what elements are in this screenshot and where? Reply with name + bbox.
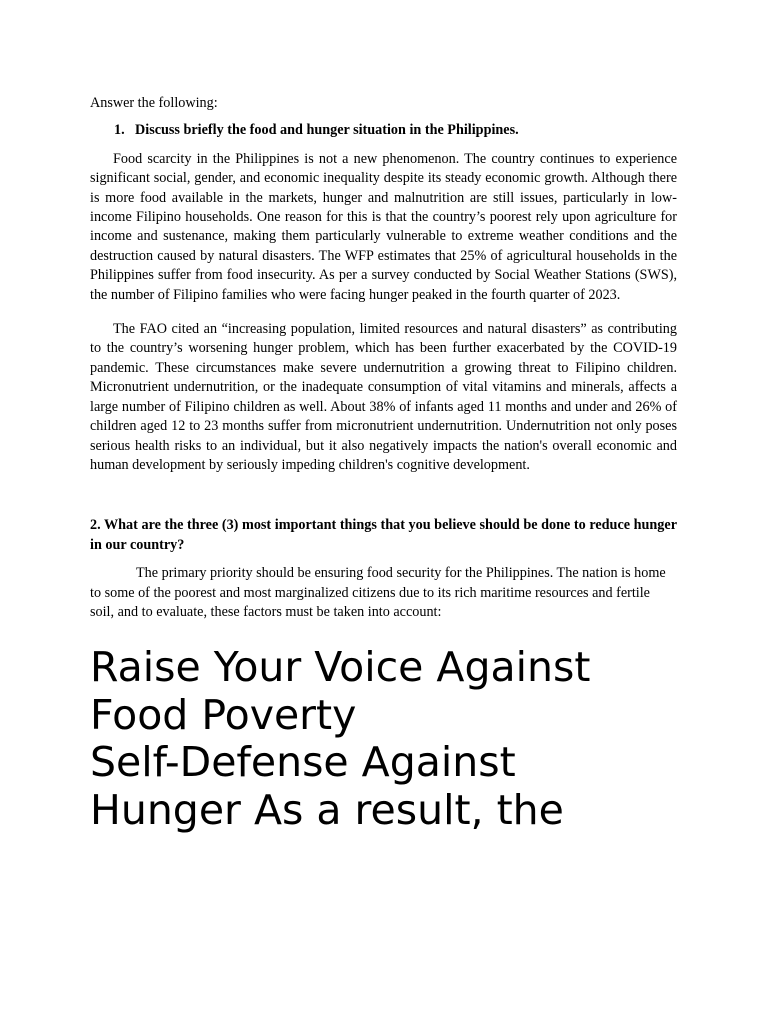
answer-1-paragraph-2: The FAO cited an “increasing population, limited resources and natural disasters” as contributing to the country’s worsening hunger problem, which has been further exacerbated by the COVID-19 pandemic. These circumstances make severe undernutrition a growing threat to Filipino children. Micronutrient undernutrition, or the inadequate consumption of vital vitamins and minerals, affects a large number of Filipino children as well. About 38% of infants aged 11 months and under and 26% of children aged 12 to 23 months suffer from micronutrient undernutrition. Undernutrition not only poses serious health risks to an individual, but it also negatively impacts the nation's overall economic and human development by seriously impeding children's cognitive development. <box>90 321 677 473</box>
answer-2-paragraph-1: The primary priority should be ensuring food security for the Philippines. The nation is home to some of the poorest and most marginalized citizens due to its rich maritime resources and fertile soil, and to evaluate, these factors must be taken into account: <box>90 565 666 620</box>
question-1 <box>90 121 677 140</box>
large-text-line: Food Poverty <box>90 690 357 739</box>
question-1-text: Discuss briefly the food and hunger situation in the Philippines. <box>135 122 519 139</box>
large-text-line: Self-Defense Against <box>90 738 516 787</box>
question-1-number: 1. <box>114 122 125 139</box>
document-page <box>90 94 677 834</box>
large-text-line: Hunger As a result, the <box>90 785 564 834</box>
intro-text: Answer the following: <box>90 95 218 111</box>
large-text-line: Raise Your Voice Against <box>90 643 591 692</box>
question-2: 2. What are the three (3) most important things that you believe should be done to reduce hunger in our country? <box>90 517 677 553</box>
answer-1-paragraph-1: Food scarcity in the Philippines is not a new phenomenon. The country continues to experience significant social, gender, and economic inequality despite its steady economic growth. Although there is more food available in the markets, hunger and malnutrition are still issues, particularly in low-income Filipino households. One reason for this is that the country’s poorest rely upon agriculture for income and sustenance, making them particularly vulnerable to extreme weather conditions and the destruction caused by natural disasters. The WFP estimates that 25% of agricultural households in the Philippines suffer from food insecurity. As per a survey conducted by Social Weather Stations (SWS), the number of Filipino families who were facing hunger peaked in the fourth quarter of 2023. <box>90 150 677 303</box>
large-heading-text <box>90 644 677 834</box>
